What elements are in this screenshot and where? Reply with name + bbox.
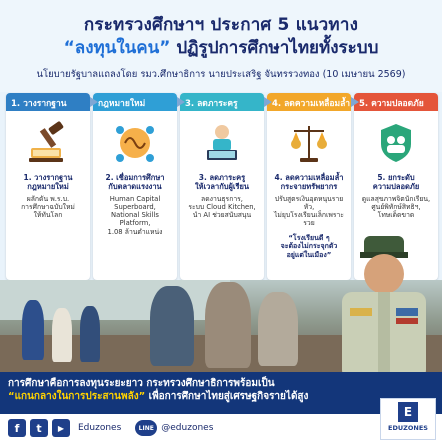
card-title: 1. วางรากฐาน กฎหมายใหม่ <box>23 173 73 191</box>
card-desc: Human Capital Superboard, National Skills Platform, 1.08 ล้านตำแหน่ง <box>107 195 163 236</box>
footer-social-bar <box>0 414 442 442</box>
logo-text: EDUZONES <box>388 424 428 432</box>
balance-scale-icon <box>285 119 333 167</box>
card-desc: ลดงานธุรการ, ระบบ Cloud Kitchen, นำ AI ช่วยสนับสนุน <box>188 195 256 220</box>
title-rest: ปฏิรูปการศึกษาไทยทั้งระบบ <box>170 38 379 58</box>
policy-card-3 <box>180 93 264 280</box>
card-title: 3. ลดภาระครู ให้เวลากับผู้เรียน <box>195 173 249 191</box>
closing-line1: การศึกษาคือการลงทุนระยะยาว กระทรวงศึกษาธิการพร้อมเป็น <box>8 378 275 389</box>
twitter-icon[interactable]: t <box>30 419 48 437</box>
policy-card-2 <box>93 93 177 280</box>
card-quote: “โรงเรียนดี ๆ จะต้องไม่กระจุกตัว อยู่แต่ในเมือง” <box>280 233 338 260</box>
closing-statement <box>0 372 442 414</box>
teacher-laptop-icon <box>198 119 246 167</box>
card-title: 5. ยกระดับ ความปลอดภัย <box>372 173 420 191</box>
student-figure <box>150 286 194 366</box>
student-figure <box>80 306 100 362</box>
line-handle[interactable]: @eduzones <box>161 423 214 433</box>
title-highlight: “ลงทุนในคน” <box>63 38 171 58</box>
shield-family-icon <box>372 119 420 167</box>
card-title: 2. เชื่อมการศึกษา กับตลาดแรงงาน <box>105 173 165 191</box>
card-title: 4. ลดความเหลื่อมล้ำ กระจายทรัพยากร <box>274 173 344 191</box>
card-header: 4. ลดความเหลื่อมล้ำ <box>267 93 351 111</box>
line-icon[interactable]: LINE <box>135 420 157 436</box>
card-desc: ผลักดัน พ.ร.บ. การศึกษาฉบับใหม่ ให้ทันโลก <box>21 195 75 220</box>
card-header: 1. วางรากฐาน <box>6 93 90 111</box>
policy-card-1 <box>6 93 90 280</box>
student-figure <box>52 308 72 362</box>
facebook-icon[interactable]: f <box>8 419 26 437</box>
closing-highlight: “แกนกลางในการประสานพลัง” <box>8 391 146 402</box>
logo-mark: E <box>398 402 418 422</box>
arrow-right-icon <box>90 97 98 107</box>
header <box>0 0 442 92</box>
arrow-right-icon <box>264 97 272 107</box>
youtube-icon[interactable]: ▶ <box>52 419 70 437</box>
card-header: กฎหมายใหม่ <box>93 93 177 111</box>
brain-network-icon <box>111 119 159 167</box>
card-header: 5. ความปลอดภัย <box>354 93 438 111</box>
subtitle: นโยบายรัฐบาลแถลงโดย รมว.ศึกษาธิการ นายประเสริฐ จันทรรวงทอง (10 เมษายน 2569) <box>36 69 406 80</box>
student-figure <box>205 282 251 368</box>
page-title-line2 <box>0 34 442 61</box>
card-desc: ปรับสูตรเงินอุดหนุนรายหัว, ไม่ยุบโรงเรียนเล็กเพราะรวย <box>274 195 344 228</box>
eduzones-logo <box>380 398 436 440</box>
arrow-right-icon <box>351 97 359 107</box>
closing-rest: เพื่อการศึกษาไทยสู่เศรษฐกิจรายได้สูง <box>145 391 309 402</box>
gavel-book-icon <box>24 119 72 167</box>
student-figure <box>22 300 44 360</box>
card-header: 3. ลดภาระครู <box>180 93 264 111</box>
closing-line2 <box>8 390 434 403</box>
minister-portrait <box>334 230 434 380</box>
social-handle[interactable]: Eduzones <box>78 423 122 433</box>
card-desc: ดูแลสุขภาพจิตนักเรียน, ศูนย์พิทักษ์สิทธิฯ, โทษเด็ดขาด <box>361 195 431 220</box>
arrow-right-icon <box>177 97 185 107</box>
page-title-line1: กระทรวงศึกษาฯ ประกาศ 5 แนวทาง <box>83 15 359 35</box>
student-figure <box>258 292 298 366</box>
